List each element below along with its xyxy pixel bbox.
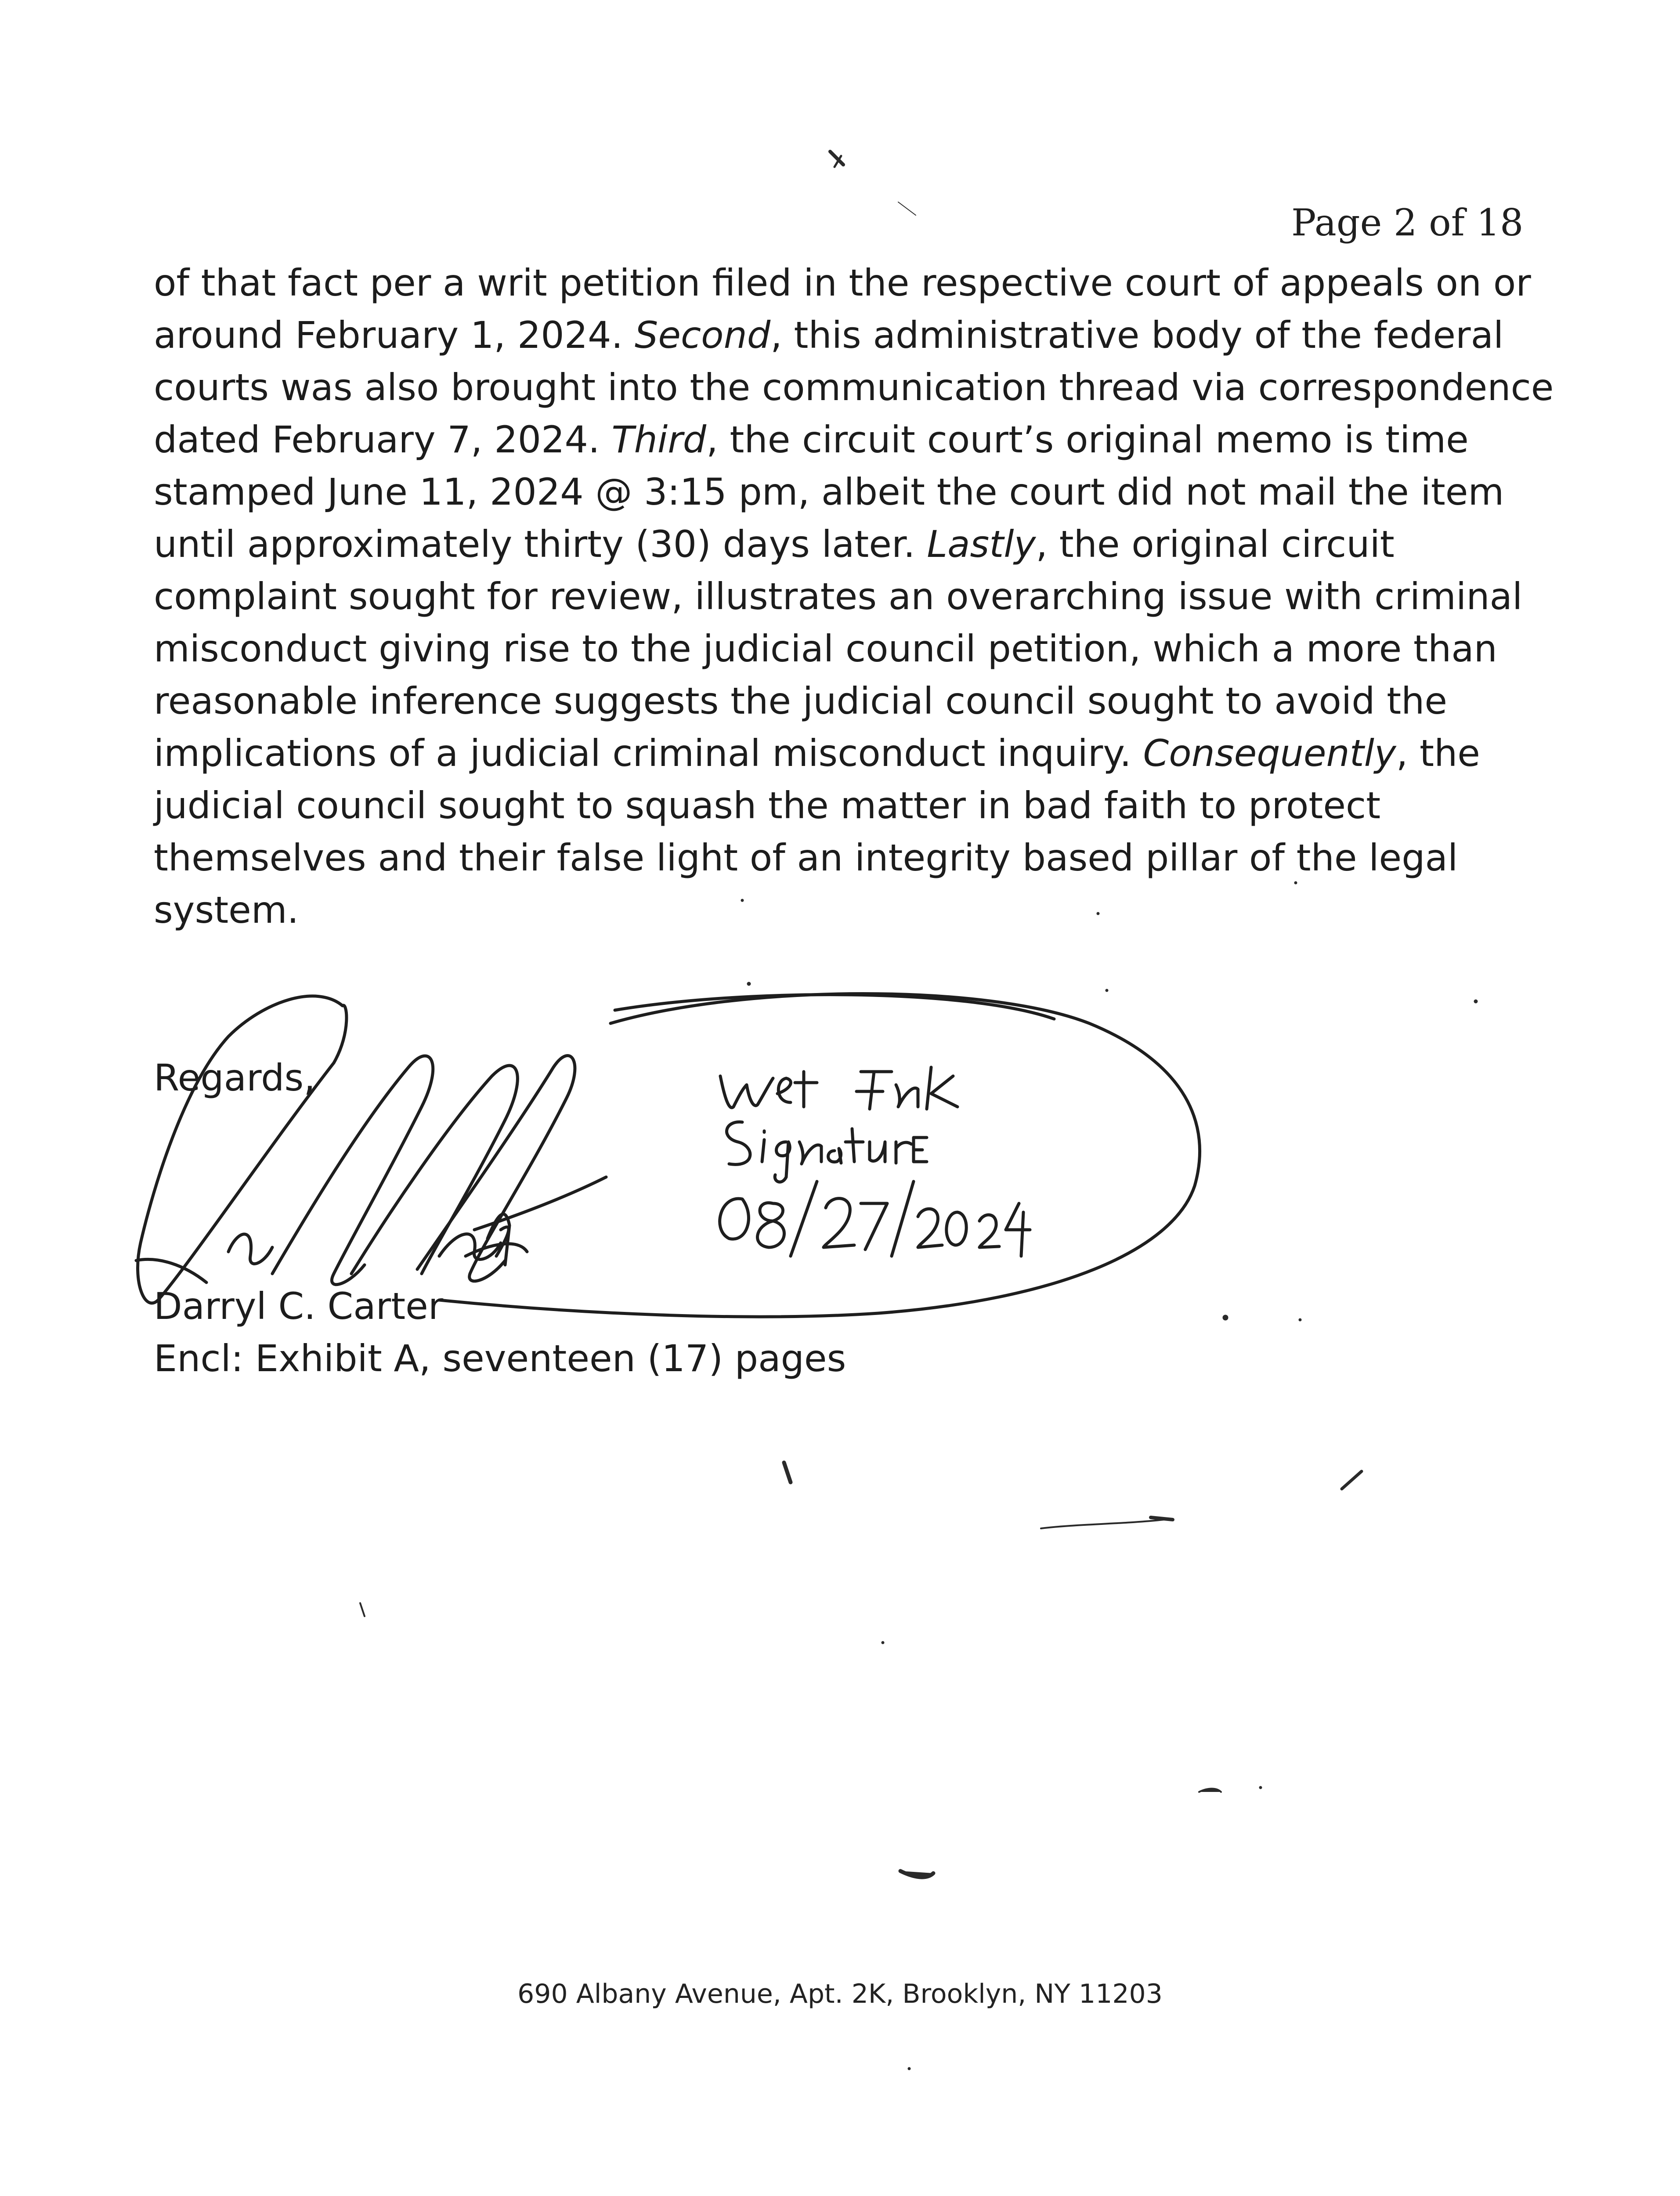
body-text-run: reasonable inference suggests the judicial council sought to avoid the: [154, 679, 1448, 722]
body-text-run: of that fact per a writ petition filed in the respective court of appeals on or: [154, 261, 1531, 304]
body-text-run: until approximately thirty (30) days later.: [154, 523, 927, 566]
enclosure-note: Encl: Exhibit A, seventeen (17) pages: [154, 1337, 846, 1380]
body-text-run: complaint sought for review, illustrates an overarching issue with criminal: [154, 575, 1523, 618]
letter-body: [154, 257, 1554, 936]
emphasized-word: Consequently: [1143, 732, 1396, 775]
closing-salutation: Regards,: [154, 1056, 315, 1099]
body-line: [154, 571, 1550, 623]
body-line: [154, 832, 1550, 884]
body-line: [154, 466, 1550, 518]
emphasized-word: Third: [611, 418, 707, 461]
body-text-run: themselves and their false light of an integrity based pillar of the legal: [154, 836, 1458, 879]
body-text-run: dated February 7, 2024.: [154, 418, 612, 461]
body-line: [154, 884, 1550, 936]
body-line: [154, 623, 1550, 675]
emphasized-word: Lastly: [927, 523, 1036, 566]
body-line: [154, 727, 1550, 780]
signer-block: [154, 1280, 846, 1385]
page-number: Page 2 of 18: [1291, 201, 1524, 244]
body-line: [154, 414, 1550, 466]
body-line: [154, 518, 1550, 571]
body-text-run: system.: [154, 889, 299, 932]
footer-address: 690 Albany Avenue, Apt. 2K, Brooklyn, NY 11203: [517, 1979, 1163, 2009]
body-line: [154, 780, 1550, 832]
body-text-run: , the circuit court’s original memo is time: [706, 418, 1469, 461]
body-text-run: stamped June 11, 2024 @ 3:15 pm, albeit the court did not mail the item: [154, 470, 1504, 513]
body-line: [154, 257, 1550, 309]
body-text-run: around February 1, 2024.: [154, 314, 635, 357]
body-text-run: judicial council sought to squash the matter in bad faith to protect: [154, 784, 1381, 827]
body-line: [154, 675, 1550, 727]
body-text-run: , this administrative body of the federal: [770, 314, 1504, 357]
body-line: [154, 361, 1554, 414]
body-text-run: , the original circuit: [1036, 523, 1395, 566]
body-text-run: , the: [1396, 732, 1480, 775]
signer-name: Darryl C. Carter: [154, 1285, 444, 1328]
body-line: [154, 309, 1550, 361]
body-text-run: courts was also brought into the communication thread via correspondence: [154, 366, 1554, 409]
emphasized-word: Second: [635, 314, 771, 357]
body-text-run: misconduct giving rise to the judicial council petition, which a more than: [154, 627, 1497, 670]
body-text-run: implications of a judicial criminal misconduct inquiry.: [154, 732, 1143, 775]
